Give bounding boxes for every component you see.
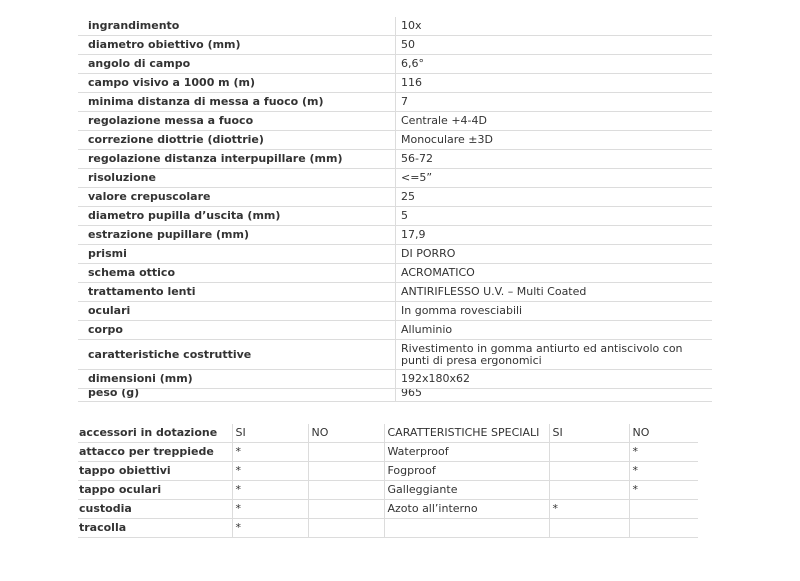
accessory-name: tracolla [78, 519, 232, 538]
accessory-cell [308, 500, 384, 519]
spec-row [78, 150, 712, 169]
spec-row [78, 389, 712, 402]
spec-name: risoluzione [78, 169, 396, 188]
spec-row [78, 340, 712, 370]
spec-row [78, 226, 712, 245]
accessories-row [78, 462, 698, 481]
special-feature-name [384, 519, 549, 538]
accessory-name: attacco per treppiede [78, 443, 232, 462]
spec-name: regolazione messa a fuoco [78, 112, 396, 131]
spec-row [78, 112, 712, 131]
spec-value: 116 [396, 74, 713, 93]
specs-table [78, 17, 712, 402]
spec-row [78, 169, 712, 188]
spec-name: dimensioni (mm) [78, 370, 396, 389]
accessory-cell: SI [549, 424, 629, 443]
spec-row [78, 55, 712, 74]
spec-name: caratteristiche costruttive [78, 340, 396, 370]
special-feature-name: CARATTERISTICHE SPECIALI [384, 424, 549, 443]
spec-value: Monoculare ±3D [396, 131, 713, 150]
special-feature-name: Azoto all’interno [384, 500, 549, 519]
accessory-name: accessori in dotazione [78, 424, 232, 443]
accessories-row [78, 500, 698, 519]
spec-value: 25 [396, 188, 713, 207]
spec-row [78, 264, 712, 283]
accessories-row [78, 443, 698, 462]
spec-name: peso (g) [78, 389, 396, 402]
accessory-cell [629, 500, 698, 519]
accessories-header-row [78, 424, 698, 443]
spec-name: trattamento lenti [78, 283, 396, 302]
spec-value: ACROMATICO [396, 264, 713, 283]
spec-name: corpo [78, 321, 396, 340]
accessory-cell: NO [308, 424, 384, 443]
spec-value: In gomma rovesciabili [396, 302, 713, 321]
spec-row [78, 321, 712, 340]
spec-value: 17,9 [396, 226, 713, 245]
spec-value: Centrale +4-4D [396, 112, 713, 131]
special-feature-name: Waterproof [384, 443, 549, 462]
accessory-cell [308, 481, 384, 500]
accessory-cell [629, 519, 698, 538]
accessory-cell [549, 519, 629, 538]
accessory-cell [308, 519, 384, 538]
accessory-cell [549, 481, 629, 500]
accessory-cell: * [232, 500, 308, 519]
spec-name: angolo di campo [78, 55, 396, 74]
accessory-cell: * [629, 481, 698, 500]
spec-value: Rivestimento in gomma antiurto ed antiscivolo con punti di presa ergonomici [396, 340, 713, 370]
spec-value: DI PORRO [396, 245, 713, 264]
spec-name: schema ottico [78, 264, 396, 283]
spec-name: diametro pupilla d’uscita (mm) [78, 207, 396, 226]
spec-value: 50 [396, 36, 713, 55]
spec-name: valore crepuscolare [78, 188, 396, 207]
accessory-cell: SI [232, 424, 308, 443]
spec-value: 10x [396, 17, 713, 36]
spec-name: estrazione pupillare (mm) [78, 226, 396, 245]
accessory-name: tappo obiettivi [78, 462, 232, 481]
accessory-cell: * [232, 443, 308, 462]
spec-name: campo visivo a 1000 m (m) [78, 74, 396, 93]
special-feature-name: Fogproof [384, 462, 549, 481]
spec-value: <=5” [396, 169, 713, 188]
spec-name: minima distanza di messa a fuoco (m) [78, 93, 396, 112]
spec-row [78, 207, 712, 226]
accessory-cell: NO [629, 424, 698, 443]
accessory-cell: * [549, 500, 629, 519]
spec-name: oculari [78, 302, 396, 321]
spec-row [78, 131, 712, 150]
accessory-cell [308, 443, 384, 462]
accessory-name: custodia [78, 500, 232, 519]
spec-value: 56-72 [396, 150, 713, 169]
spec-row [78, 36, 712, 55]
spec-value: 7 [396, 93, 713, 112]
accessories-table [78, 424, 698, 538]
spec-name: regolazione distanza interpupillare (mm) [78, 150, 396, 169]
accessory-cell: * [232, 481, 308, 500]
spec-row [78, 245, 712, 264]
spec-row [78, 370, 712, 389]
accessories-row [78, 519, 698, 538]
spec-name: prismi [78, 245, 396, 264]
accessory-cell [308, 462, 384, 481]
accessory-name: tappo oculari [78, 481, 232, 500]
spec-name: correzione diottrie (diottrie) [78, 131, 396, 150]
accessory-cell: * [232, 462, 308, 481]
spec-name: diametro obiettivo (mm) [78, 36, 396, 55]
spec-value: 5 [396, 207, 713, 226]
spec-row [78, 283, 712, 302]
accessory-cell: * [232, 519, 308, 538]
accessory-cell [549, 462, 629, 481]
spec-value: 192x180x62 [396, 370, 713, 389]
special-feature-name: Galleggiante [384, 481, 549, 500]
spec-row [78, 93, 712, 112]
accessories-row [78, 481, 698, 500]
spec-name: ingrandimento [78, 17, 396, 36]
spec-value: ANTIRIFLESSO U.V. – Multi Coated [396, 283, 713, 302]
spec-row [78, 17, 712, 36]
accessory-cell: * [629, 462, 698, 481]
spec-row [78, 74, 712, 93]
accessory-cell [549, 443, 629, 462]
accessory-cell: * [629, 443, 698, 462]
spec-value: 965 [396, 389, 713, 402]
spec-value: Alluminio [396, 321, 713, 340]
spec-row [78, 302, 712, 321]
spec-row [78, 188, 712, 207]
spec-value: 6,6° [396, 55, 713, 74]
